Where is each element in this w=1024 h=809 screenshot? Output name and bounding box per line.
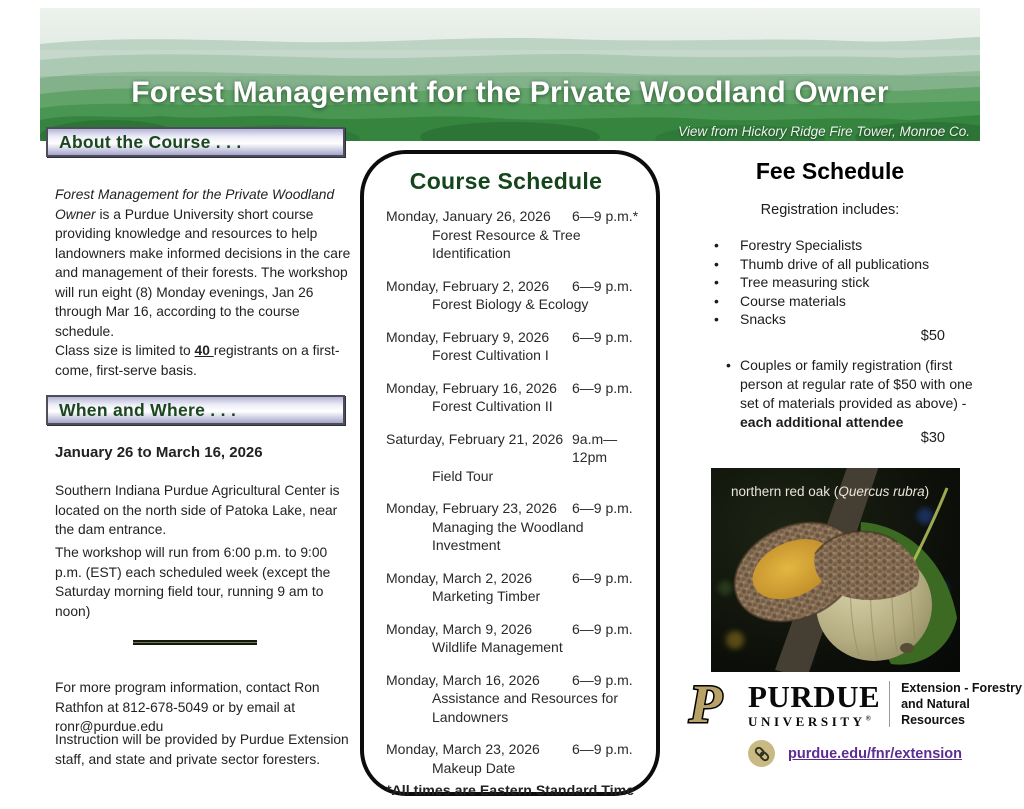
course-name-italic: Forest Management for the Private Woodland Owner bbox=[55, 187, 335, 222]
entry-time: 6—9 p.m. bbox=[572, 620, 633, 637]
schedule-entry bbox=[386, 499, 646, 555]
entry-topic: Field Tour bbox=[432, 467, 494, 484]
location-paragraph: Southern Indiana Purdue Agricultural Center is located on the north side of Patoka Lake, near the dam entrance. bbox=[55, 483, 340, 537]
entry-date: Saturday, February 21, 2026 bbox=[386, 430, 564, 447]
extension-website-link[interactable]: purdue.edu/fnr/extension bbox=[788, 745, 963, 762]
entry-date: Monday, January 26, 2026 bbox=[386, 208, 551, 224]
purdue-wordmark bbox=[748, 678, 881, 729]
course-dates: January 26 to March 16, 2026 bbox=[55, 444, 263, 461]
list-item: • Snacks bbox=[712, 310, 992, 329]
entry-time: 6—9 p.m. bbox=[572, 741, 633, 757]
entry-date: Monday, February 16, 2026 bbox=[386, 379, 557, 396]
header-forest-photo bbox=[40, 8, 980, 141]
entry-time: 6—9 p.m. bbox=[572, 500, 633, 516]
purdue-name: PURDUE bbox=[748, 678, 881, 714]
entry-topic: Forest Cultivation II bbox=[432, 398, 553, 414]
entry-date: Monday, March 9, 2026 bbox=[386, 620, 533, 637]
couples-registration-note: • Couples or family registration (first person at regular rate of $50 with one set of materials provided as above) - each additional attendee bbox=[712, 356, 990, 432]
entry-time: 6—9 p.m. bbox=[572, 379, 633, 396]
entry-time: 6—9 p.m. bbox=[572, 671, 633, 688]
registration-includes-label: Registration includes: bbox=[760, 202, 900, 218]
acorn-photo bbox=[711, 468, 960, 672]
entry-topic: Wildlife Management bbox=[432, 639, 563, 655]
extension-unit-label: Extension - Forestry and Natural Resources bbox=[901, 681, 1022, 727]
forest-landscape-graphic bbox=[40, 8, 980, 141]
registration-includes-list bbox=[712, 236, 992, 329]
schedule-entry bbox=[386, 430, 646, 486]
entry-date: Monday, March 23, 2026 bbox=[386, 741, 540, 757]
schedule-entry bbox=[386, 277, 646, 314]
about-intro: Forest Management for the Private Woodland Owner is a Purdue University short course providing knowledge and resources to help landowners make informed decisions in the care and management of their forests. The workshop will run eight (8) Monday evenings, Jan 26 through Mar 16, according to the course schedule. bbox=[55, 187, 351, 339]
species-name-italic: Quercus rubra bbox=[838, 484, 925, 499]
decorative-divider bbox=[133, 640, 257, 645]
entry-date: Monday, March 2, 2026 bbox=[386, 569, 533, 586]
purdue-branding bbox=[686, 676, 1024, 732]
svg-text:P: P bbox=[689, 676, 722, 732]
when-where-section-header bbox=[46, 395, 345, 425]
entry-time: 6—9 p.m.* bbox=[572, 208, 639, 224]
entry-time: 9a.m—12pm bbox=[572, 430, 618, 465]
contact-info: For more program information, contact Ron Rathfon at 812-678-5049 or by email at ronr@purdue.edu bbox=[55, 680, 320, 734]
entry-date: Monday, February 2, 2026 bbox=[386, 277, 550, 294]
registered-mark: ® bbox=[865, 714, 871, 723]
when-where-heading-label: When and Where . . . bbox=[59, 399, 237, 420]
schedule-entry bbox=[386, 740, 646, 777]
class-size-number: 40 bbox=[194, 343, 214, 358]
entry-time: 6—9 p.m. bbox=[572, 277, 633, 294]
list-item: • Forestry Specialists bbox=[712, 236, 992, 255]
additional-attendee-bold: each additional attendee bbox=[740, 414, 904, 430]
about-paragraph bbox=[55, 185, 355, 380]
course-schedule-heading: Course Schedule bbox=[409, 168, 603, 194]
schedule-entry bbox=[386, 671, 646, 727]
entry-topic: Assistance and Resources for Landowners bbox=[432, 690, 618, 725]
schedule-entry bbox=[386, 207, 646, 263]
list-item: • Thumb drive of all publications bbox=[712, 255, 992, 274]
entry-topic: Managing the Woodland Investment bbox=[432, 518, 584, 553]
instruction-note: Instruction will be provided by Purdue Extension staff, and state and private sector foresters. bbox=[55, 732, 349, 767]
photo-caption: View from Hickory Ridge Fire Tower, Monroe Co. bbox=[678, 124, 970, 139]
course-schedule-panel bbox=[360, 150, 660, 799]
entry-date: Monday, March 16, 2026 bbox=[386, 671, 540, 688]
schedule-entry bbox=[386, 620, 646, 657]
website-link-row bbox=[748, 740, 962, 767]
purdue-university-label: UNIVERSITY® bbox=[748, 713, 871, 729]
entry-topic: Marketing Timber bbox=[432, 588, 541, 604]
entry-time: 6—9 p.m. bbox=[572, 328, 633, 345]
regular-price: $50 bbox=[920, 328, 945, 344]
entry-topic: Forest Resource & Tree Identification bbox=[432, 226, 581, 261]
list-item: • Tree measuring stick bbox=[712, 273, 992, 292]
entry-topic: Makeup Date bbox=[432, 759, 516, 776]
schedule-entry bbox=[386, 328, 646, 365]
page-title: Forest Management for the Private Woodland Owner bbox=[131, 76, 889, 109]
entry-topic: Forest Cultivation I bbox=[432, 347, 549, 363]
additional-attendee-price: $30 bbox=[920, 430, 945, 446]
about-heading-label: About the Course . . . bbox=[59, 131, 242, 152]
schedule-footnote: *All times are Eastern Standard Time bbox=[386, 783, 635, 799]
list-item: • Course materials bbox=[712, 292, 992, 311]
purdue-p-logo-icon bbox=[686, 676, 742, 732]
schedule-entry bbox=[386, 379, 646, 416]
about-section-header bbox=[46, 127, 345, 157]
hours-paragraph: The workshop will run from 6:00 p.m. to 9:00 p.m. (EST) each scheduled week (except the Saturday morning field tour, running 9 am to noon) bbox=[55, 545, 331, 619]
link-icon bbox=[748, 740, 775, 767]
class-size-note: Class size is limited to 40 registrants on a first-come, first-serve basis. bbox=[55, 343, 340, 378]
entry-date: Monday, February 23, 2026 bbox=[386, 500, 557, 516]
entry-date: Monday, February 9, 2026 bbox=[386, 328, 550, 345]
acorn-caption: northern red oak (Quercus rubra) bbox=[731, 484, 930, 499]
schedule-entry bbox=[386, 569, 646, 606]
logo-divider bbox=[889, 681, 890, 727]
entry-time: 6—9 p.m. bbox=[572, 569, 633, 586]
entry-topic: Forest Biology & Ecology bbox=[432, 296, 589, 312]
fee-schedule-heading: Fee Schedule bbox=[755, 158, 905, 184]
